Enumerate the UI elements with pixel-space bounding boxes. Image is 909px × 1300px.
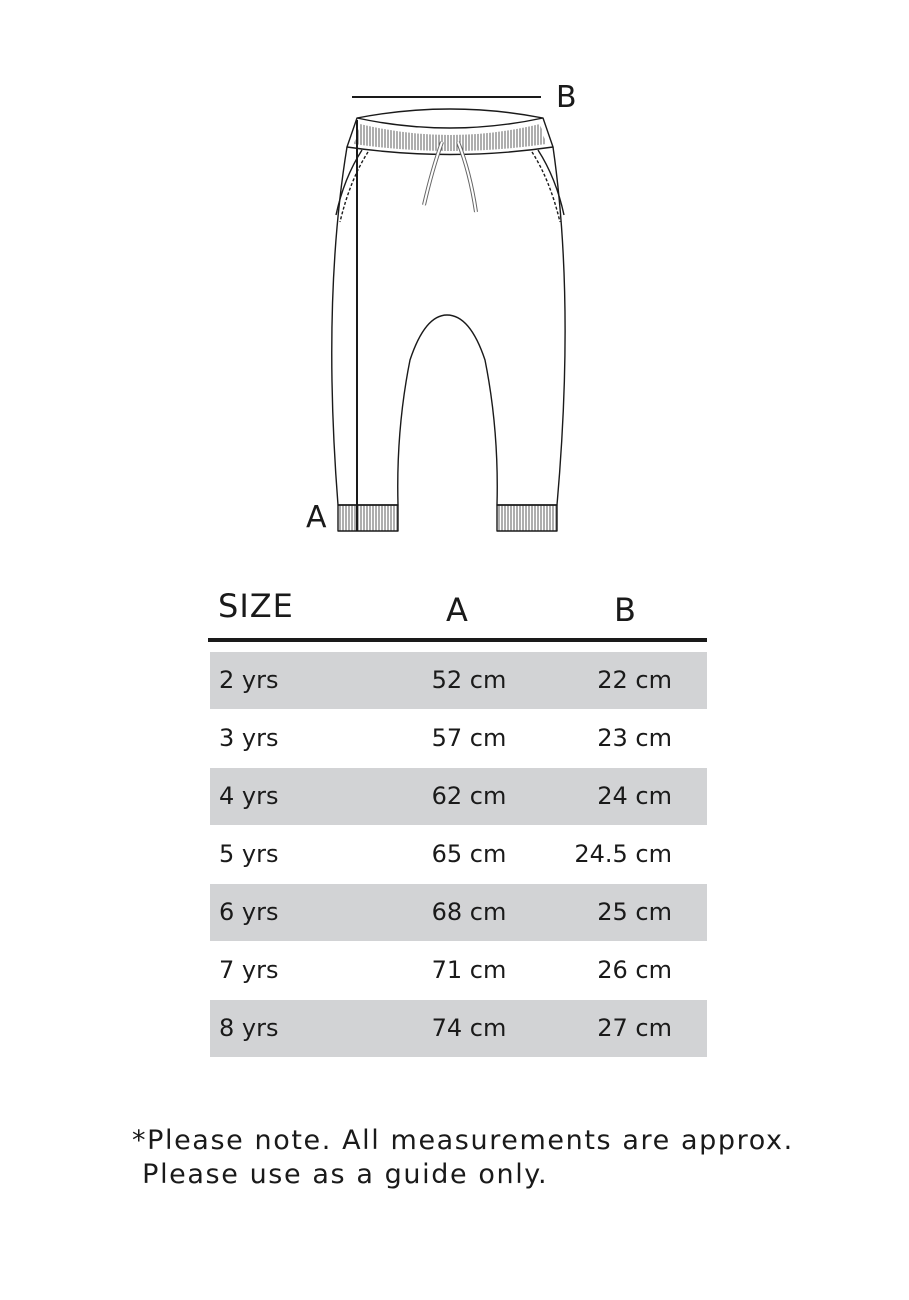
cell-a: 57 cm: [431, 724, 507, 752]
size-chart-table: [208, 580, 707, 1058]
label-b: B: [556, 80, 577, 115]
header-a: A: [446, 591, 469, 629]
table-row: [210, 1000, 707, 1057]
cell-a: 52 cm: [431, 666, 507, 694]
note-line-2: Please use as a guide only.: [132, 1159, 549, 1190]
header-size: SIZE: [218, 587, 294, 625]
left-leg-outline: [332, 147, 565, 505]
left-cuff: [338, 505, 398, 531]
right-cuff: [497, 505, 557, 531]
cell-size: 7 yrs: [219, 956, 279, 984]
cell-size: 4 yrs: [219, 782, 279, 810]
cell-size: 8 yrs: [219, 1014, 279, 1042]
cell-size: 2 yrs: [219, 666, 279, 694]
table-row: [210, 884, 707, 941]
table-row: [210, 826, 707, 883]
cell-size: 3 yrs: [219, 724, 279, 752]
cell-b: 23 cm: [597, 724, 672, 752]
cell-b: 27 cm: [597, 1014, 672, 1042]
cell-b: 25 cm: [597, 898, 672, 926]
table-body: [208, 652, 707, 1057]
table-row: [210, 768, 707, 825]
note-line-1: *Please note. All measurements are approx.: [132, 1125, 794, 1156]
pants-diagram: [0, 0, 909, 560]
table-row: [210, 942, 707, 999]
cell-a: 68 cm: [431, 898, 507, 926]
cell-a: 65 cm: [431, 840, 507, 868]
cell-size: 6 yrs: [219, 898, 279, 926]
cell-b: 22 cm: [597, 666, 672, 694]
cell-a: 62 cm: [431, 782, 507, 810]
cell-a: 74 cm: [431, 1014, 507, 1042]
table-header: [208, 580, 707, 642]
measurement-note: [132, 1124, 794, 1192]
header-b: B: [614, 591, 637, 629]
cell-size: 5 yrs: [219, 840, 279, 868]
table-row: [210, 652, 707, 709]
pants-illustration: [0, 0, 909, 560]
cell-b: 26 cm: [597, 956, 672, 984]
label-a: A: [306, 500, 327, 535]
cell-b: 24.5 cm: [574, 840, 672, 868]
cell-b: 24 cm: [597, 782, 672, 810]
table-row: [210, 710, 707, 767]
cell-a: 71 cm: [431, 956, 507, 984]
